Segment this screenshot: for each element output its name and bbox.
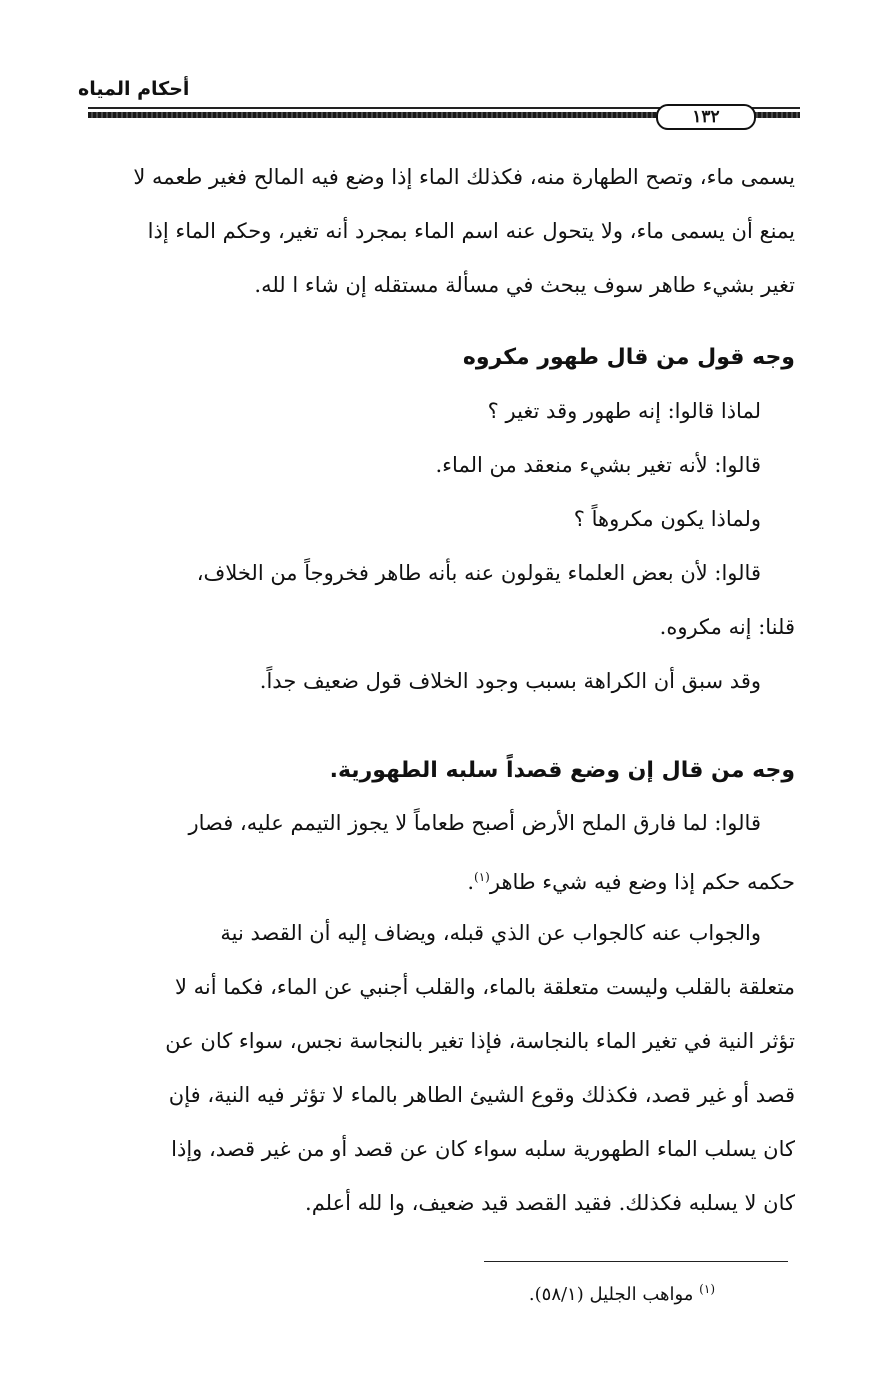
- text-line: وقد سبق أن الكراهة بسبب وجود الخلاف قول ضعيف جداً.: [259, 669, 761, 693]
- text-line: تؤثر النية في تغير الماء بالنجاسة، فإذا تغير بالنجاسة نجس، سواء كان عن: [165, 1029, 795, 1053]
- text-line: والجواب عنه كالجواب عن الذي قبله، ويضاف إليه أن القصد نية: [220, 921, 761, 945]
- text-line: قصد أو غير قصد، فكذلك وقوع الشيئ الطاهر بالماء لا تؤثر فيه النية، فإن: [168, 1083, 795, 1107]
- section-heading: وجه قول من قال طهور مكروه: [462, 345, 795, 370]
- header-rule: [88, 104, 800, 126]
- text-line: قالوا: لأن بعض العلماء يقولون عنه بأنه طاهر فخروجاً من الخلاف،: [196, 561, 761, 585]
- text-line: متعلقة بالقلب وليست متعلقة بالماء، والقلب أجنبي عن الماء، فكما أنه لا: [174, 975, 795, 999]
- footnote-marker: (١): [699, 1282, 715, 1296]
- running-title: أحكام المياه: [78, 78, 190, 100]
- text-line: قلنا: إنه مكروه.: [659, 615, 795, 639]
- footnote-text: مواهب الجليل (٥٨/١).: [528, 1284, 694, 1305]
- footnote-ref[interactable]: (١): [474, 870, 490, 884]
- text-line: يسمى ماء، وتصح الطهارة منه، فكذلك الماء إذا وضع فيه المالح فغير طعمه لا: [133, 165, 795, 189]
- text-line: كان يسلب الماء الطهورية سلبه سواء كان عن قصد أو من غير قصد، وإذا: [171, 1137, 795, 1161]
- text-line: قالوا: لما فارق الملح الأرض أصبح طعاماً لا يجوز التيمم عليه، فصار: [188, 811, 761, 835]
- footnote: [529, 1282, 715, 1305]
- text-line: كان لا يسلبه فكذلك. فقيد القصد قيد ضعيف، وا لله أعلم.: [305, 1191, 795, 1215]
- text-line: يمنع أن يسمى ماء، ولا يتحول عنه اسم الماء بمجرد أنه تغير، وحكم الماء إذا: [147, 219, 795, 243]
- paragraph-salt: [75, 796, 795, 909]
- text-line: قالوا: لأنه تغير بشيء منعقد من الماء.: [435, 453, 761, 477]
- text-line: [75, 850, 795, 909]
- text-line: لماذا قالوا: إنه طهور وقد تغير ؟: [487, 399, 761, 423]
- text-span: حكمه حكم إذا وضع فيه شيء طاهر: [489, 870, 795, 894]
- paragraph-qa: [75, 384, 795, 708]
- paragraph-answer: [75, 906, 795, 1230]
- text-span: .: [467, 870, 475, 894]
- page-number: ١٣٢: [656, 104, 756, 130]
- footnote-rule: [484, 1261, 788, 1262]
- text-line: تغير بشيء طاهر سوف يبحث في مسألة مستقله إن شاء ا لله.: [254, 273, 795, 297]
- section-heading: وجه من قال إن وضع قصداً سلبه الطهورية.: [329, 758, 795, 783]
- paragraph-intro: [75, 150, 795, 312]
- text-line: ولماذا يكون مكروهاً ؟: [573, 507, 761, 531]
